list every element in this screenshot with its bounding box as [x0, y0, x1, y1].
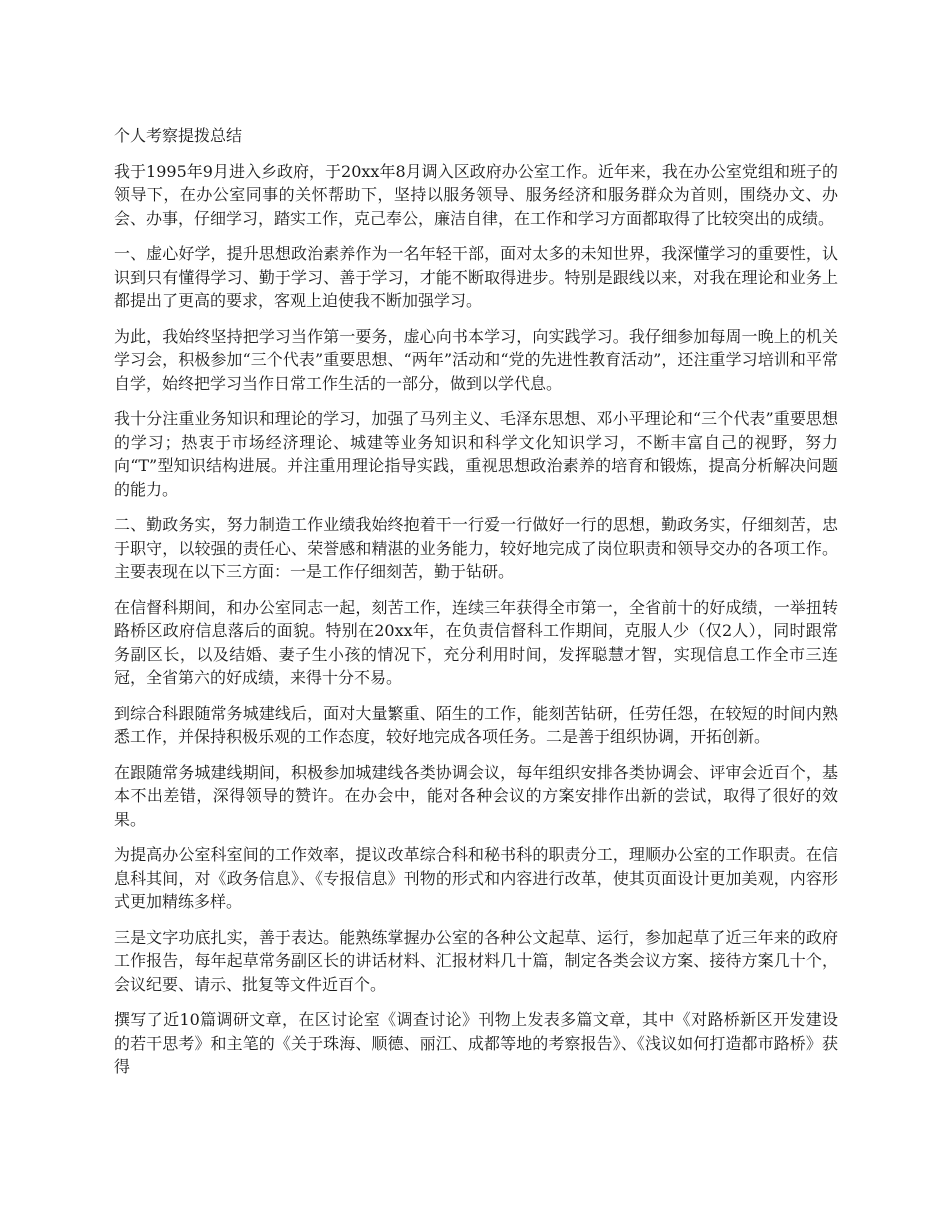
paragraph: 到综合科跟随常务城建线后，面对大量繁重、陌生的工作，能刻苦钻研，任劳任怨，在较短的时间内熟悉工作，并保持积极乐观的工作态度，较好地完成各项任务。二是善于组织协调，开拓创新。: [114, 703, 838, 746]
paragraph: 三是文字功底扎实，善于表达。能熟练掌握办公室的各种公文起草、运行，参加起草了近三年来的政府工作报告，每年起草常务副区长的讲话材料、汇报材料几十篇，制定各类会议方案、接待方案几十个，会议纪要、请示、批复等文件近百个。: [114, 927, 838, 994]
paragraph: 我于1995年9月进入乡政府，于20xx年8月调入区政府办公室工作。近年来，我在办公室党组和班子的领导下，在办公室同事的关怀帮助下，坚持以服务领导、服务经济和服务群众为首则，围绕办文、办会、办事，仔细学习，踏实工作，克己奉公，廉洁自律，在工作和学习方面都取得了比较突出的成绩。: [114, 161, 838, 228]
paragraph: 为此，我始终坚持把学习当作第一要务，虚心向书本学习，向实践学习。我仔细参加每周一晚上的机关学习会，积极参加“三个代表”重要思想、“两年”活动和“党的先进性教育活动”，还注重学习培训和平常自学，始终把学习当作日常工作生活的一部分，做到以学代息。: [114, 326, 838, 393]
document-page: [114, 124, 838, 1091]
paragraph: 撰写了近10篇调研文章，在区讨论室《调查讨论》刊物上发表多篇文章，其中《对路桥新区开发建设的若干思考》和主笔的《关于珠海、顺德、丽江、成都等地的考察报告》、《浅议如何打造都市路桥》获得: [114, 1010, 838, 1076]
paragraph: 为提高办公室科室间的工作效率，提议改革综合科和秘书科的职责分工，理顺办公室的工作职责。在信息科其间，对《政务信息》、《专报信息》刊物的形式和内容进行改革，使其页面设计更加美观，内容形式更加精练多样。: [114, 845, 838, 911]
document-title: 个人考察提拨总结: [114, 126, 243, 145]
paragraph: 我十分注重业务知识和理论的学习，加强了马列主义、毛泽东思想、邓小平理论和“三个代表”重要思想的学习；热衷于市场经济理论、城建等业务知识和科学文化知识学习，不断丰富自己的视野，努力向“T”型知识结构进展。并注重用理论指导实践，重视思想政治素养的培育和锻炼，提高分析解决问题的能力。: [114, 409, 838, 499]
paragraph: 在跟随常务城建线期间，积极参加城建线各类协调会议，每年组织安排各类协调会、评审会近百个，基本不出差错，深得领导的赞许。在办会中，能对各种会议的方案安排作出新的尝试，取得了很好的效果。: [114, 762, 838, 829]
paragraph: 一、虚心好学，提升思想政治素养作为一名年轻干部，面对太多的未知世界，我深懂学习的重要性，认识到只有懂得学习、勤于学习、善于学习，才能不断取得进步。特别是跟线以来，对我在理论和业务上都提出了更高的要求，客观上迫使我不断加强学习。: [114, 244, 838, 310]
paragraph: 在信督科期间，和办公室同志一起，刻苦工作，连续三年获得全市第一，全省前十的好成绩，一举扭转路桥区政府信息落后的面貌。特别在20xx年，在负责信督科工作期间，克服人少（仅2人），同时跟常务副区长，以及结婚、妻子生小孩的情况下，充分利用时间，发挥聪慧才智，实现信息工作全市三连冠，全省第六的好成绩，来得十分不易。: [114, 597, 838, 687]
paragraph: 二、勤政务实，努力制造工作业绩我始终抱着干一行爱一行做好一行的思想，勤政务实，仔细刻苦，忠于职守，以较强的责任心、荣誉感和精湛的业务能力，较好地完成了岗位职责和领导交办的各项工作。主要表现在以下三方面：一是工作仔细刻苦，勤于钻研。: [114, 515, 838, 581]
